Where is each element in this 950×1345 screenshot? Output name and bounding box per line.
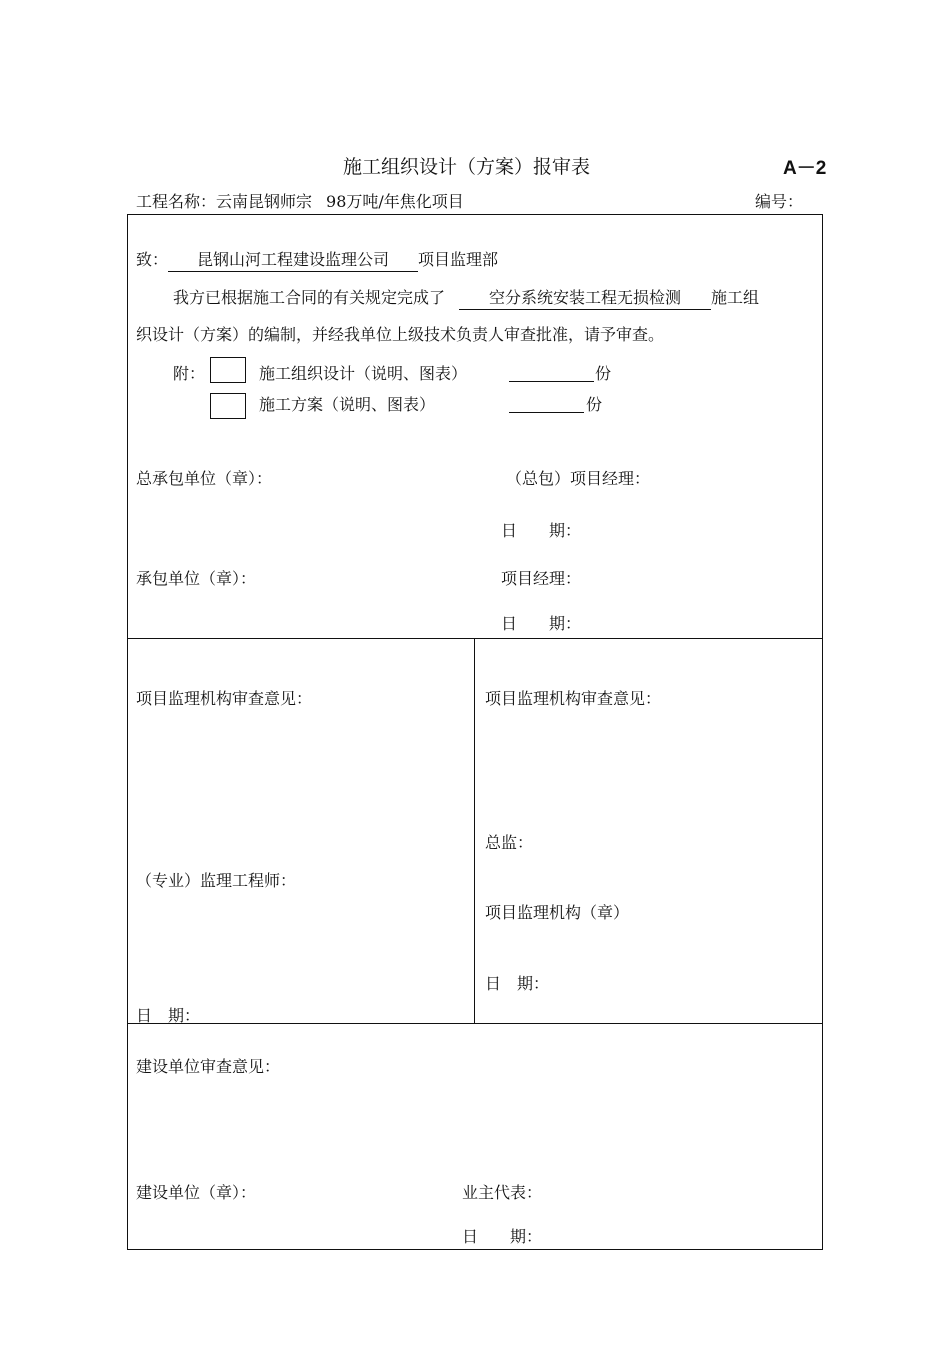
body-project: 空分系统安装工程无损检测 <box>459 287 711 310</box>
right-chief-label: 总监： <box>485 833 534 852</box>
divider-1 <box>127 638 823 639</box>
to-company: 昆钢山河工程建设监理公司 <box>168 249 418 272</box>
project-label: 工程名称：云南昆钢师宗 <box>136 192 313 211</box>
gc-date-label: 日 期： <box>501 521 582 540</box>
form-title: 施工组织设计（方案）报审表 <box>343 156 591 178</box>
right-date-label: 日 期： <box>485 974 550 993</box>
attach-checkbox-1[interactable] <box>210 357 246 383</box>
copies-unit-2: 份 <box>586 395 603 414</box>
owner-date-label: 日 期： <box>462 1227 543 1246</box>
addressee-line <box>136 247 498 272</box>
owner-opinion-label: 建设单位审查意见： <box>136 1057 281 1076</box>
right-seal-label: 项目监理机构（章） <box>485 903 630 922</box>
copies-unit-1: 份 <box>595 364 612 383</box>
attach-checkbox-2[interactable] <box>210 393 246 419</box>
body-line-1 <box>173 285 759 310</box>
to-label: 致： <box>136 250 169 269</box>
project-name <box>136 189 464 212</box>
divider-2 <box>127 1023 823 1024</box>
attach-item-2: 施工方案（说明、图表） <box>259 395 436 414</box>
left-engineer-label: （专业）监理工程师： <box>136 871 297 890</box>
project-value: 98万吨/年焦化项目 <box>326 192 464 211</box>
number-label: 编号： <box>755 192 804 211</box>
project-manager-label: 项目经理： <box>501 569 582 588</box>
attach-label: 附： <box>173 364 206 383</box>
contractor-date-label: 日 期： <box>501 614 582 633</box>
contractor-label: 承包单位（章）： <box>136 569 257 588</box>
body-prefix: 我方已根据施工合同的有关规定完成了 <box>173 288 446 307</box>
body-line-2: 织设计（方案）的编制，并经我单位上级技术负责人审查批准，请予审查。 <box>136 325 665 344</box>
left-date-label: 日 期： <box>136 1006 201 1025</box>
right-opinion-label: 项目监理机构审查意见： <box>485 689 662 708</box>
divider-middle <box>474 638 475 1024</box>
to-dept: 项目监理部 <box>418 250 499 269</box>
gc-manager-label: （总包）项目经理： <box>506 469 651 488</box>
general-contractor-label: 总承包单位（章）： <box>136 469 273 488</box>
owner-rep-label: 业主代表： <box>462 1183 543 1202</box>
left-opinion-label: 项目监理机构审查意见： <box>136 689 313 708</box>
form-code: A－2 <box>783 158 827 179</box>
copies-blank-1[interactable] <box>509 381 594 382</box>
attach-item-1: 施工组织设计（说明、图表） <box>259 364 468 383</box>
body-suffix: 施工组 <box>711 288 760 307</box>
copies-blank-2[interactable] <box>509 412 584 413</box>
owner-seal-label: 建设单位（章）： <box>136 1183 257 1202</box>
